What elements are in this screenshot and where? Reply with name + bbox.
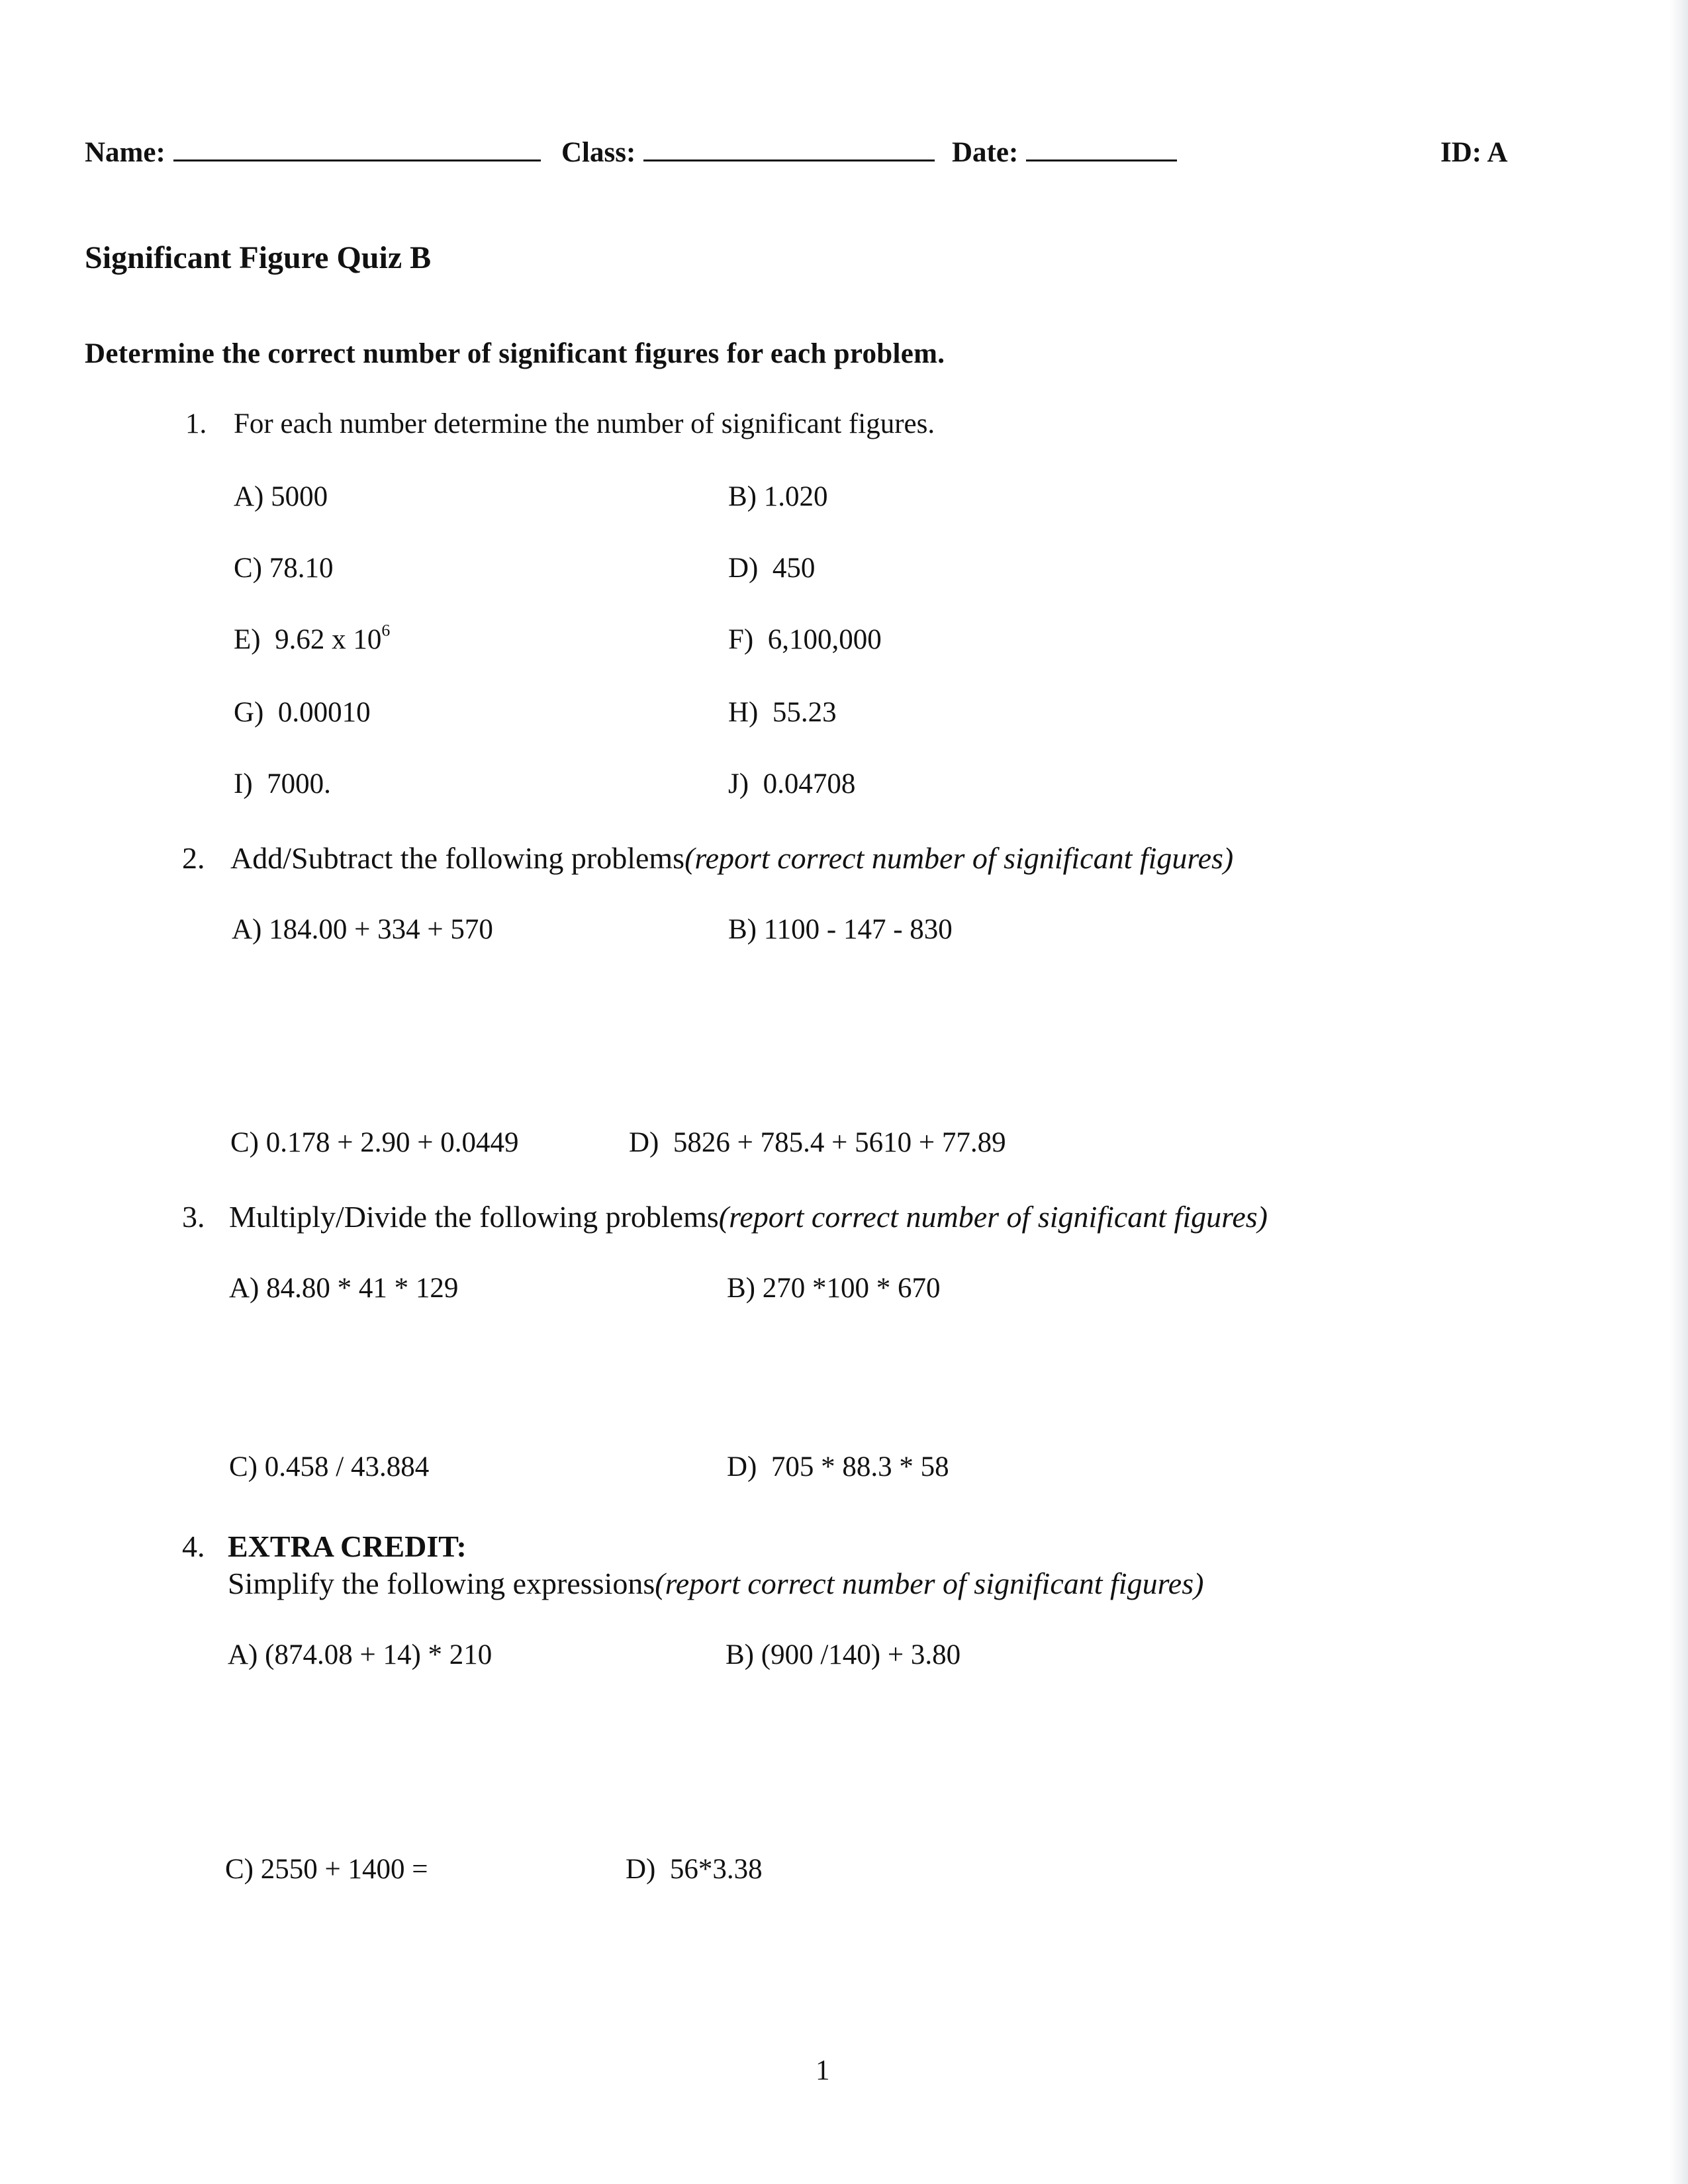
name-blank[interactable] [173,159,541,161]
instructions: Determine the correct number of significant figures for each problem. [85,338,945,369]
class-label: Class: [561,137,636,168]
name-field [85,136,541,169]
exponent: 6 [381,620,391,640]
name-label: Name: [85,137,165,168]
page-title: Significant Figure Quiz B [85,240,432,275]
q2-item-d: D) 5826 + 785.4 + 5610 + 77.89 [629,1127,1006,1158]
page-number: 1 [816,2055,830,2086]
q4-item-b: B) (900 /140) + 3.80 [726,1639,961,1670]
q4-item-a: A) (874.08 + 14) * 210 [228,1639,492,1670]
question-3-number: 3. [182,1200,205,1234]
q1-item-f: F) 6,100,000 [728,624,882,655]
q2-item-b: B) 1100 - 147 - 830 [728,914,953,945]
question-4-note: (report correct number of significant figures) [655,1567,1204,1600]
question-2-number: 2. [182,841,205,875]
question-1-number: 1. [185,408,207,439]
question-3-text: Multiply/Divide the following problems(report correct number of significant figures) [229,1200,1268,1234]
question-3-note: (report correct number of significant figures) [718,1200,1268,1234]
question-4-text: Simplify the following expressions(report correct number of significant figures) [228,1567,1204,1600]
date-field [952,136,1177,169]
q3-item-a: A) 84.80 * 41 * 129 [229,1273,459,1304]
q1-item-d: D) 450 [728,553,816,584]
q1-item-e: E) 9.62 x $10^6$ [234,620,391,655]
q1-item-h: H) 55.23 [728,697,837,728]
q4-item-d: D) 56*3.38 [626,1854,763,1885]
id-label: ID: A [1440,137,1508,168]
scan-edge-shadow [1669,0,1688,2184]
question-1-text: For each number determine the number of significant figures. [234,408,935,439]
q4-item-c: C) 2550 + 1400 = [225,1854,428,1885]
question-2-text: Add/Subtract the following problems(report correct number of significant figures) [230,841,1234,875]
q1-item-c: C) 78.10 [234,553,334,584]
q2-item-c: C) 0.178 + 2.90 + 0.0449 [230,1127,519,1158]
question-2-note: (report correct number of significant figures) [684,841,1234,875]
question-4-heading: EXTRA CREDIT: [228,1529,467,1563]
date-label: Date: [952,137,1019,168]
q3-item-b: B) 270 *100 * 670 [727,1273,941,1304]
class-field [561,136,935,169]
q1-item-g: G) 0.00010 [234,697,371,728]
date-blank[interactable] [1026,159,1177,161]
q1-item-j: J) 0.04708 [728,768,856,799]
class-blank[interactable] [643,159,935,161]
q2-item-a: A) 184.00 + 334 + 570 [232,914,493,945]
question-4-number: 4. [182,1529,205,1563]
q3-item-d: D) 705 * 88.3 * 58 [727,1451,949,1482]
q3-item-c: C) 0.458 / 43.884 [229,1451,430,1482]
q1-item-b: B) 1.020 [728,481,828,512]
q1-item-a: A) 5000 [234,481,328,512]
q1-item-i: I) 7000. [234,768,331,799]
